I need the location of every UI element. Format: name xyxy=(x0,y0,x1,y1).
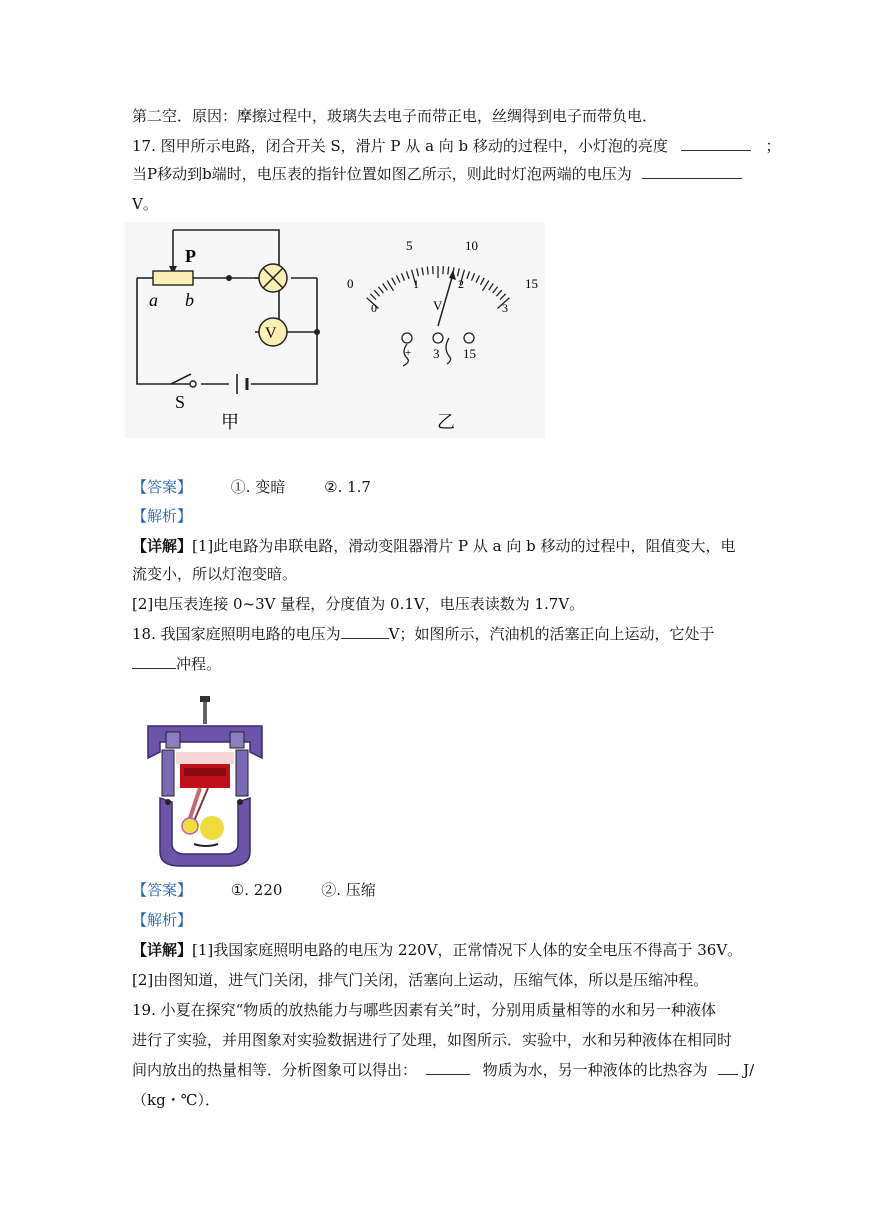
q19-text: 间内放出的热量相等．分析图象可以得出： xyxy=(132,1061,418,1079)
top-scale-0: 0 xyxy=(347,276,354,291)
question-19: 19. 小夏在探究“物质的放热能力与哪些因素有关”时，分别用质量相等的水和另一种液体 xyxy=(132,1001,716,1019)
q17-punct: ； xyxy=(765,137,781,155)
detail-17-2: [2]电压表连接 0~3V 量程，分度值为 0.1V，电压表读数为 1.7V。 xyxy=(132,595,585,613)
caption-jia: 甲 xyxy=(221,412,239,432)
dial-tick xyxy=(427,267,428,275)
bottom-scale-2: 2 xyxy=(458,277,464,291)
label-a: a xyxy=(149,290,158,310)
terminal-plus: + xyxy=(405,347,412,359)
top-scale-5: 5 xyxy=(406,238,413,253)
detail-17-1b: 流变小，所以灯泡变暗。 xyxy=(132,565,298,583)
question-19-line3 xyxy=(132,1059,754,1081)
question-18 xyxy=(132,623,714,645)
answer-tag: 【答案】 xyxy=(132,881,193,899)
answer-tag: 【答案】 xyxy=(132,478,193,496)
label-b: b xyxy=(185,290,194,310)
terminal-15: 15 xyxy=(463,346,476,361)
dial-tick xyxy=(448,267,449,275)
detail-18-text: [1]我国家庭照明电路的电压为 220V，正常情况下人体的安全电压不得高于 36V。 xyxy=(192,941,743,959)
analysis-tag: 【解析】 xyxy=(132,507,193,525)
question-17-line3: V。 xyxy=(132,195,158,213)
question-19-line2: 进行了实验，并用图象对实验数据进行了处理，如图所示．实验中，水和另种液体在相同时 xyxy=(132,1031,733,1049)
detail-tag: 【详解】 xyxy=(132,941,193,959)
answer-blank[interactable] xyxy=(642,164,742,179)
answer-blank[interactable] xyxy=(132,654,176,669)
bottom-scale-3: 3 xyxy=(502,301,508,315)
answer-18 xyxy=(132,879,376,901)
q18-text-3: 冲程。 xyxy=(176,655,222,673)
answer-18-1: ①. 220 xyxy=(230,881,283,899)
answer-17 xyxy=(132,476,371,498)
detail-18-2: [2]由图知道，进气门关闭，排气门关闭，活塞向上运动，压缩气体，所以是压缩冲程。 xyxy=(132,971,709,989)
detail-18-1 xyxy=(132,939,742,961)
q19-text-2: 物质为水，另一种液体的比热容为 xyxy=(482,1061,708,1079)
detail-17-text: [1]此电路为串联电路，滑动变阻器滑片 P 从 a 向 b 移动的过程中，阻值变大，电 xyxy=(192,537,736,555)
answer-17-1: ①. 变暗 xyxy=(230,478,286,496)
label-V: V xyxy=(265,325,277,342)
q18-text: 18. 我国家庭照明电路的电压为 xyxy=(132,625,341,643)
q17-text: 17. 图甲所示电路，闭合开关 S，滑片 P 从 a 向 b 移动的过程中，小灯泡的亮度 xyxy=(132,137,668,155)
answer-17-2: ②. 1.7 xyxy=(324,478,371,496)
answer-blank[interactable] xyxy=(426,1060,470,1075)
answer-blank[interactable] xyxy=(681,136,751,151)
question-18-line2 xyxy=(132,653,221,675)
text-line: 第二空．原因：摩擦过程中，玻璃失去电子而带正电，丝绸得到电子而带负电． xyxy=(132,107,658,125)
analysis-tag: 【解析】 xyxy=(132,911,193,929)
q17-text-2: 当P移动到b端时，电压表的指针位置如图乙所示，则此时灯泡两端的电压为 xyxy=(132,165,632,183)
bottom-scale-0: 0 xyxy=(371,301,377,315)
answer-blank[interactable] xyxy=(341,624,389,639)
detail-tag: 【详解】 xyxy=(132,537,193,555)
question-17 xyxy=(132,135,781,157)
detail-17-1 xyxy=(132,535,736,557)
caption-yi: 乙 xyxy=(437,412,455,432)
terminal-3: 3 xyxy=(433,346,440,361)
question-17-line2 xyxy=(132,163,742,185)
top-scale-10: 10 xyxy=(465,238,478,253)
answer-blank[interactable] xyxy=(718,1060,738,1075)
engine-figure xyxy=(140,692,270,870)
q19-unit: J/ xyxy=(743,1061,755,1079)
top-scale-15: 15 xyxy=(525,276,538,291)
label-P: P xyxy=(185,246,196,266)
answer-18-2: ②. 压缩 xyxy=(321,881,376,899)
q18-text-2: V；如图所示，汽油机的活塞正向上运动，它处于 xyxy=(388,625,715,643)
question-19-line4: （kg・℃）． xyxy=(132,1091,220,1109)
circuit-figure xyxy=(125,222,545,438)
unit-V: V xyxy=(433,298,443,313)
bottom-scale-1: 1 xyxy=(413,277,419,291)
label-S: S xyxy=(175,392,186,412)
